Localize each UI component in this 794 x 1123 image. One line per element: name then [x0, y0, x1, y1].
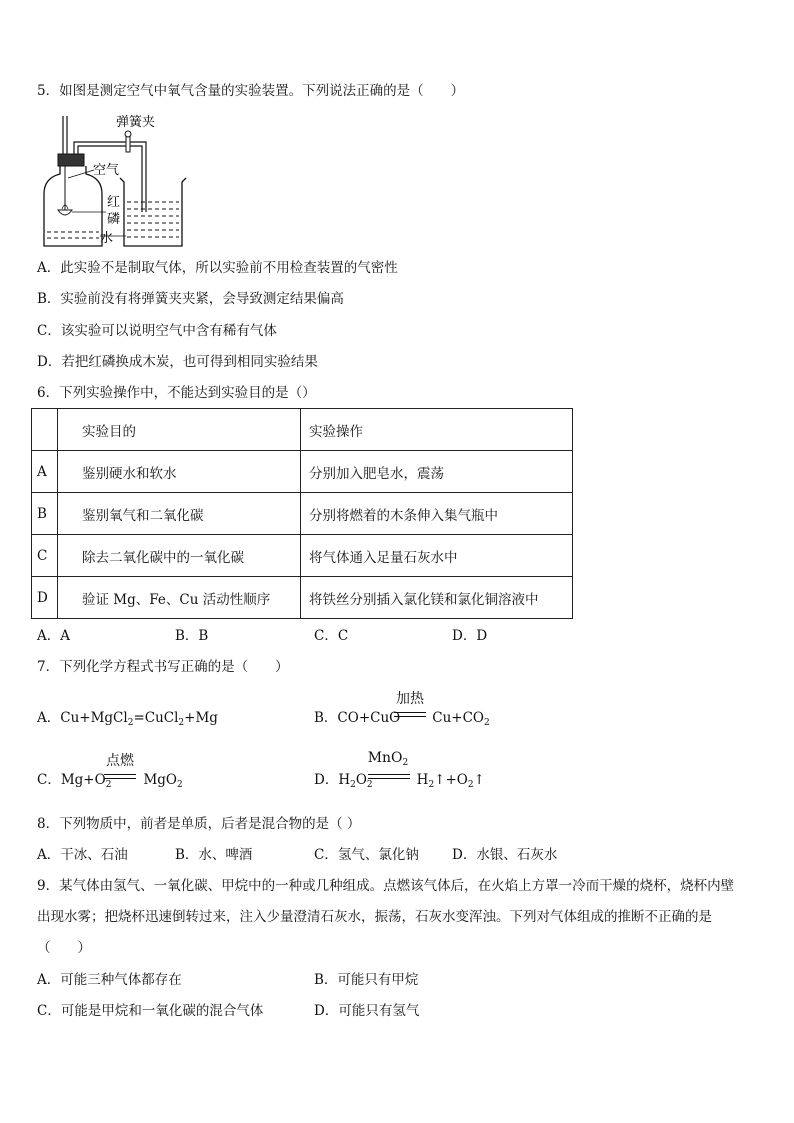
- table-cell: 鉴别硬水和软水: [58, 451, 301, 493]
- q5-option-b: B．实验前没有将弹簧夹夹紧，会导致测定结果偏高: [37, 291, 344, 307]
- q7-stem: 7．下列化学方程式书写正确的是（ ）: [37, 659, 289, 675]
- q9-stem-line-3: （ ）: [37, 940, 91, 956]
- q5-stem: 5．如图是测定空气中氧气含量的实验装置。下列说法正确的是（ ）: [37, 83, 465, 99]
- table-row: [32, 535, 573, 577]
- q5-option-d: D．若把红磷换成木炭，也可得到相同实验结果: [37, 354, 318, 370]
- table-header-cell: [32, 409, 58, 451]
- water-label: 水: [100, 231, 114, 246]
- q8-option-b: B．水、啤酒: [175, 847, 253, 863]
- option-label: B．: [314, 710, 338, 726]
- q9-option-a: A．可能三种气体都存在: [37, 972, 182, 988]
- table-row: [32, 577, 573, 619]
- q7c-equal-sign: [104, 774, 136, 779]
- table-cell: 分别加入肥皂水，震荡: [301, 451, 573, 493]
- table-cell: 分别将燃着的木条伸入集气瓶中: [301, 493, 573, 535]
- table-cell: 验证 Mg、Fe、Cu 活动性顺序: [58, 577, 301, 619]
- phosphorus-label-1: 红: [107, 195, 121, 210]
- table-header-row: [32, 409, 573, 451]
- q9-stem-line-1: 9．某气体由氢气、一氧化碳、甲烷中的一种或几种组成。点燃该气体后，在火焰上方罩一冷而干燥的烧杯，烧杯内壁: [37, 878, 735, 894]
- table-cell: D: [32, 577, 58, 619]
- q7d-equal-sign: [368, 774, 410, 779]
- q7b-condition: 加热: [396, 691, 424, 707]
- table-cell: 鉴别氧气和二氧化碳: [58, 493, 301, 535]
- experiment-table: [31, 408, 573, 619]
- table-cell: B: [32, 493, 58, 535]
- table-cell: 除去二氧化碳中的一氧化碳: [58, 535, 301, 577]
- q8-stem: 8．下列物质中，前者是单质，后者是混合物的是（ ）: [37, 816, 361, 832]
- table-cell: 将铁丝分别插入氯化镁和氯化铜溶液中: [301, 577, 573, 619]
- table-row: [32, 451, 573, 493]
- table-row: [32, 493, 573, 535]
- table-header-cell: 实验目的: [58, 409, 301, 451]
- option-label: C．: [37, 772, 61, 788]
- table-cell: A: [32, 451, 58, 493]
- table-cell: 将气体通入足量石灰水中: [301, 535, 573, 577]
- option-label: D．: [314, 772, 339, 788]
- q9-stem-line-2: 出现水雾；把烧杯迅速倒转过来，注入少量澄清石灰水，振荡，石灰水变浑浊。下列对气体组成的推断不正确的是: [37, 909, 712, 925]
- q8-option-c: C．氢气、氯化钠: [314, 847, 419, 863]
- q5-option-a: A．此实验不是制取气体，所以实验前不用检查装置的气密性: [37, 260, 398, 276]
- clip-label: 弹簧夹: [116, 115, 156, 130]
- q7b-equal-sign: [394, 712, 426, 717]
- q6-option-a: A．A: [37, 628, 70, 644]
- q9-option-c: C．可能是甲烷和一氧化碳的混合气体: [37, 1003, 264, 1019]
- phosphorus-label-2: 磷: [107, 212, 121, 227]
- q7-option-d: D．$H_2O_2$ $H_2↑+O_2↑$: [314, 772, 485, 790]
- q6-stem: 6．下列实验操作中，不能达到实验目的是（）: [37, 385, 316, 401]
- q7-option-a: A．Cu+MgCl$_2$=CuCl$_2$+Mg: [37, 710, 218, 728]
- q5-option-c: C．该实验可以说明空气中含有稀有气体: [37, 323, 277, 339]
- q7-option-c: C．$Mg+O_2$ MgO$_2$: [37, 772, 183, 790]
- air-label: 空气: [93, 163, 120, 178]
- oxygen-measurement-apparatus: [38, 112, 198, 248]
- q6-option-c: C．C: [314, 628, 349, 644]
- q7-option-b: B．CO+CuO $Cu+CO_2$: [314, 710, 490, 728]
- q8-option-a: A．干冰、石油: [37, 847, 128, 863]
- q6-option-b: B．B: [175, 628, 209, 644]
- q6-option-d: D．D: [452, 628, 488, 644]
- q9-option-b: B．可能只有甲烷: [314, 972, 419, 988]
- option-label: A．: [37, 710, 61, 726]
- table-cell: C: [32, 535, 58, 577]
- q7d-condition: MnO$_2$: [367, 750, 409, 768]
- q9-option-d: D．可能只有氢气: [314, 1003, 420, 1019]
- q8-option-d: D．水银、石灰水: [452, 847, 558, 863]
- q7c-condition: 点燃: [106, 753, 134, 769]
- table-header-cell: 实验操作: [301, 409, 573, 451]
